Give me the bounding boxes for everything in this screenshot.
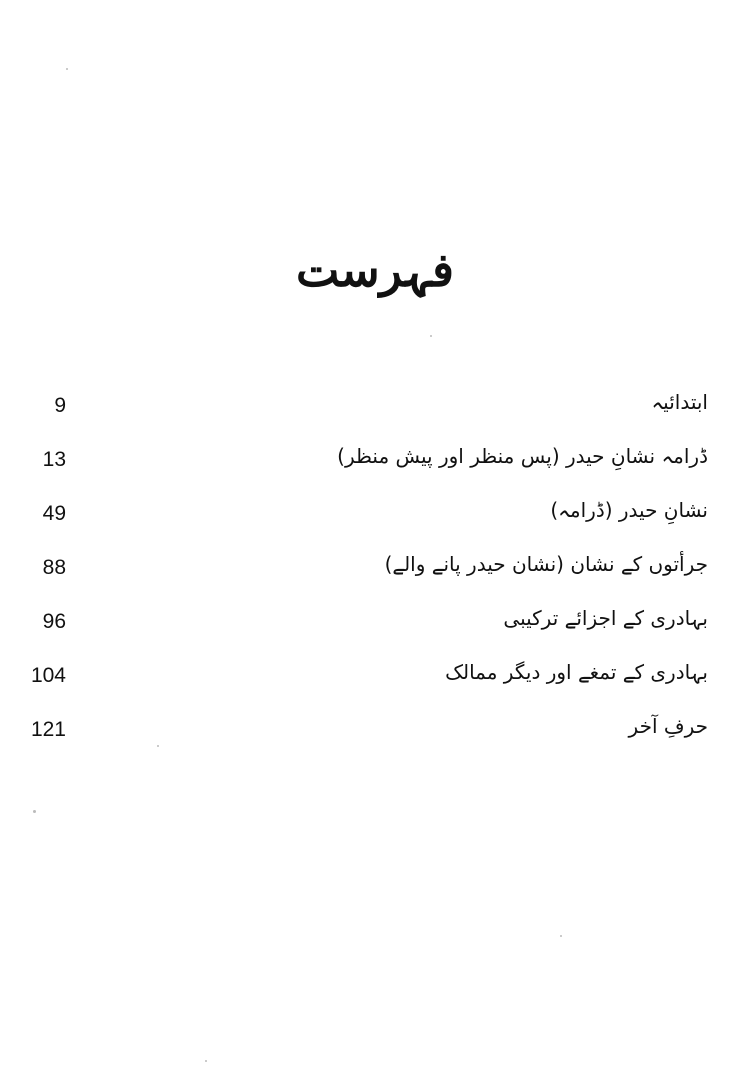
scan-speck bbox=[157, 745, 159, 747]
toc-entry-title: نشانِ حیدر (ڈرامہ) bbox=[550, 498, 708, 522]
toc-entry bbox=[18, 709, 708, 763]
toc-entry bbox=[18, 655, 708, 709]
toc-page-number: 9 bbox=[54, 394, 66, 417]
toc-page-number: 88 bbox=[42, 556, 66, 579]
scan-speck bbox=[33, 810, 36, 813]
scan-speck bbox=[560, 935, 562, 937]
page-title: فہرست bbox=[295, 243, 455, 297]
toc-entry-title: ڈرامہ نشانِ حیدر (پس منظر اور پیش منظر) bbox=[337, 444, 708, 468]
table-of-contents bbox=[18, 385, 708, 763]
scan-speck bbox=[430, 335, 432, 337]
toc-entry-title: جرأتوں کے نشان (نشان حیدر پانے والے) bbox=[384, 552, 708, 576]
toc-page-number: 49 bbox=[42, 502, 66, 525]
toc-entry bbox=[18, 439, 708, 493]
toc-entry-title: حرفِ آخر bbox=[628, 714, 708, 738]
toc-entry bbox=[18, 601, 708, 655]
toc-entry-title: ابتدائیہ bbox=[651, 390, 708, 414]
toc-entry-title: بہادری کے تمغے اور دیگر ممالک bbox=[445, 660, 708, 684]
toc-page-number: 121 bbox=[30, 718, 66, 741]
toc-entry bbox=[18, 493, 708, 547]
toc-entry-title: بہادری کے اجزائے ترکیبی bbox=[503, 606, 708, 630]
toc-page-number: 104 bbox=[30, 664, 66, 687]
scan-speck bbox=[205, 1060, 207, 1062]
scan-speck bbox=[66, 68, 68, 70]
toc-page-number: 13 bbox=[42, 448, 66, 471]
toc-page-number: 96 bbox=[42, 610, 66, 633]
toc-entry bbox=[18, 547, 708, 601]
toc-entry bbox=[18, 385, 708, 439]
